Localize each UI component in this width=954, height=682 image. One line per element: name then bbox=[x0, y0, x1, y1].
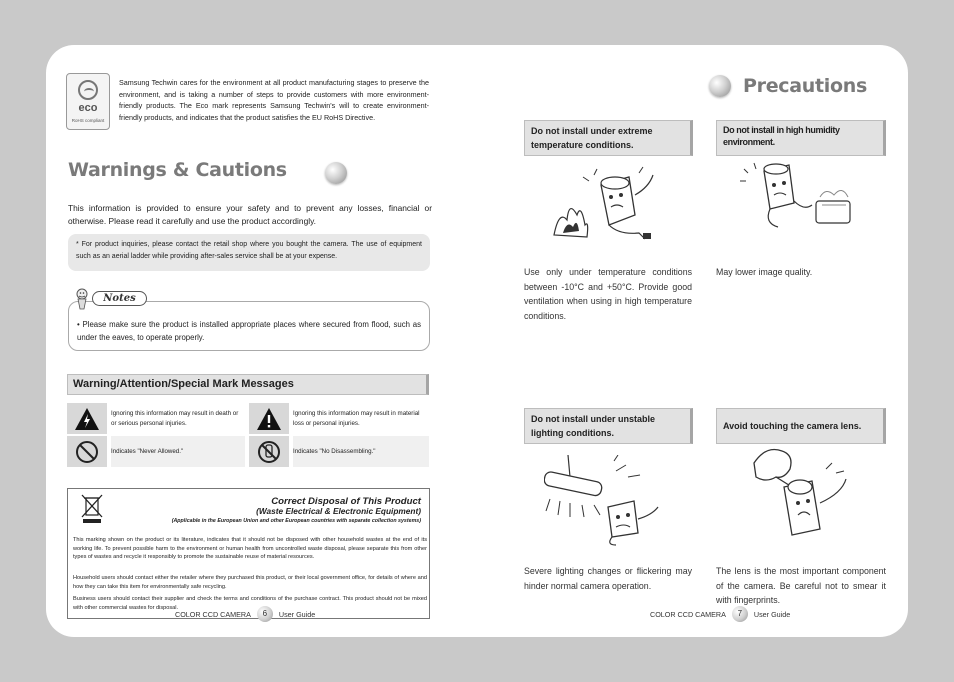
sphere-icon bbox=[325, 162, 347, 184]
mark-desc-2: Ignoring this information may result in material loss or personal injuries. bbox=[293, 409, 420, 427]
precaution-heading-3: Do not install under unstable lighting conditions. bbox=[524, 408, 693, 444]
precaution-desc-4: The lens is the most important component of the camera. Be careful not to smear it with fingerprints. bbox=[716, 566, 886, 605]
hot-camera-illustration bbox=[549, 165, 659, 245]
disposal-title: Correct Disposal of This Product bbox=[271, 496, 421, 507]
eco-logo bbox=[66, 73, 110, 130]
disposal-box bbox=[67, 488, 430, 619]
mark-desc-4: Indicates "No Disassembling." bbox=[293, 436, 429, 467]
mark-messages-table bbox=[67, 403, 431, 467]
eco-logo-sub: RoHS compliant bbox=[71, 118, 105, 123]
eco-statement: Samsung Techwin cares for the environment at all product manufacturing stages to preserve the environment, and is taking a number of steps to provide customers with more environment-friendly products. The Eco mark represents Samsung Techwin's will to create environment-friendly products, and indicates that the product satisfies the EU RoHS Directive. bbox=[119, 78, 429, 122]
eco-logo-word: eco bbox=[78, 102, 98, 114]
mark-messages-title: Warning/Attention/Special Mark Messages bbox=[67, 374, 429, 395]
precaution-heading-2: Do not install in high humidity environment. bbox=[716, 120, 886, 156]
precaution-heading-1: Do not install under extreme temperature conditions. bbox=[524, 120, 693, 156]
disposal-paragraph-3: Business users should contact their supplier and check the terms and conditions of the purchase contract. This product should not be mixed with other commercial wastes for disposal. bbox=[73, 596, 427, 611]
disposal-applicability: (Applicable in the European Union and other European countries with separate collection systems) bbox=[171, 518, 421, 524]
leaf-icon bbox=[78, 80, 98, 100]
sphere-icon bbox=[709, 75, 731, 97]
page-number-right: 7 bbox=[732, 606, 748, 622]
humid-camera-illustration bbox=[734, 161, 858, 239]
footer-right-label: COLOR CCD CAMERA bbox=[650, 609, 726, 619]
crossed-bin-icon bbox=[80, 494, 104, 524]
exclamation-warning-icon bbox=[249, 403, 289, 434]
inquiry-text: * For product inquiries, please contact the retail shop where you bought the camera. The use of equipment such as an aerial ladder while providing after-sales service shall be at your expense. bbox=[76, 241, 422, 260]
disposal-subtitle: (Waste Electrical & Electronic Equipment) bbox=[256, 506, 421, 516]
precaution-desc-2: May lower image quality. bbox=[716, 267, 813, 277]
warnings-intro: This information is provided to ensure your safety and to prevent any losses, financial or otherwise. Please read it carefully and use the product accordingly. bbox=[68, 203, 432, 226]
footer-left bbox=[175, 606, 315, 622]
flickering-light-illustration bbox=[544, 455, 664, 547]
footer-left-label: COLOR CCD CAMERA bbox=[175, 609, 251, 619]
disposal-paragraph-2: Household users should contact either the retailer where they purchased this product, or their local government office, for details of where and how they can take this item for environmentally safe recycling. bbox=[73, 575, 427, 590]
precaution-desc-3: Severe lighting changes or flickering may hinder normal camera operation. bbox=[524, 566, 692, 591]
inquiry-note bbox=[68, 234, 430, 271]
precautions-title: Precautions bbox=[743, 75, 867, 97]
footer-right bbox=[650, 606, 790, 622]
notes-text: • Please make sure the product is installed appropriate places where secured from flood, such as under the eaves, to operate properly. bbox=[77, 320, 421, 342]
lens-touch-illustration bbox=[746, 443, 856, 547]
notes-box bbox=[68, 301, 430, 351]
mark-desc-3: Indicates "Never Allowed." bbox=[111, 436, 245, 467]
precaution-desc-1: Use only under temperature conditions between -10°C and +50°C. Provide good ventilation when using in high temperature conditions. bbox=[524, 267, 692, 321]
footer-left-guide: User Guide bbox=[278, 609, 316, 619]
pencil-icon bbox=[75, 288, 89, 310]
disposal-paragraph-1: This marking shown on the product or its literature, indicates that it should not be disposed with other household wastes at the end of its working life. To prevent possible harm to the environment or human health from uncontrolled waste disposal, please separate this from other types of wastes and recycle it responsibly to promote the sustainable reuse of material resources. bbox=[73, 537, 427, 560]
lightning-warning-icon bbox=[67, 403, 107, 434]
precaution-heading-4: Avoid touching the camera lens. bbox=[716, 408, 886, 444]
warnings-title: Warnings & Cautions bbox=[68, 159, 287, 181]
page-number-left: 6 bbox=[257, 606, 273, 622]
mark-desc-1: Ignoring this information may result in death or or serious personal injuries. bbox=[111, 409, 239, 427]
prohibited-icon bbox=[67, 436, 107, 467]
footer-right-guide: User Guide bbox=[753, 609, 791, 619]
no-disassembly-icon bbox=[249, 436, 289, 467]
manual-spread bbox=[46, 45, 908, 637]
notes-label: Notes bbox=[92, 291, 147, 306]
